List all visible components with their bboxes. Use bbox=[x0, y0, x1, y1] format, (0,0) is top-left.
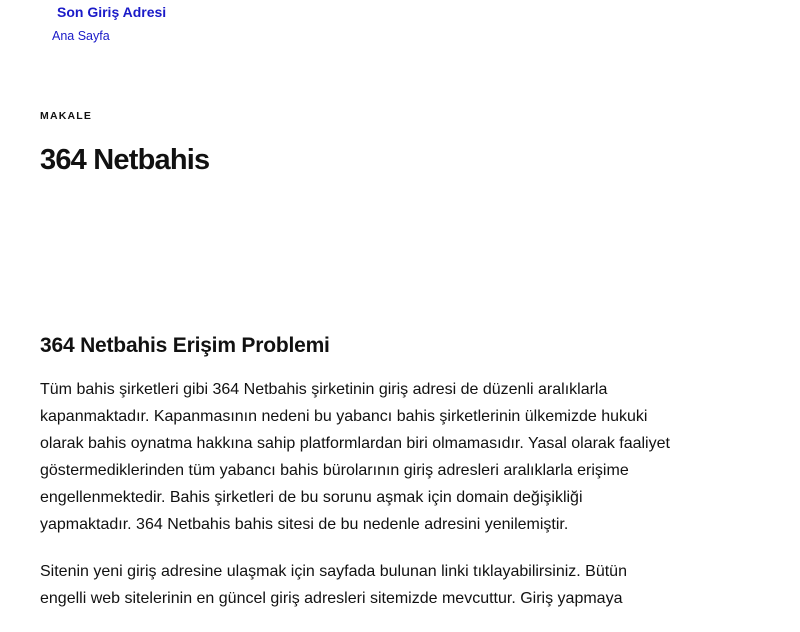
site-title-link[interactable]: Son Giriş Adresi bbox=[57, 4, 167, 20]
section-heading: 364 Netbahis Erişim Problemi bbox=[40, 334, 330, 357]
text-line: göstermediklerinden tüm yabancı bahis bürolarının giriş adresleri aralıklarla erişime bbox=[40, 462, 629, 479]
text-line: engelli web sitelerinin en güncel giriş adresleri sitemizde mevcuttur. Giriş yapmaya bbox=[40, 590, 623, 607]
text-line: Sitenin yeni giriş adresine ulaşmak için sayfada bulunan linki tıklayabilirsiniz. Bütün bbox=[40, 563, 627, 580]
text-line: olarak bahis oynatma hakkına sahip platformlardan biri olmamasıdır. Yasal olarak faaliyet bbox=[40, 435, 670, 452]
text-line: kapanmaktadır. Kapanmasının nedeni bu yabancı bahis şirketlerinin ülkemizde hukuki bbox=[40, 408, 648, 425]
text-line: engellenmektedir. Bahis şirketleri de bu sorunu aşmak için domain değişikliği bbox=[40, 489, 583, 506]
article-content bbox=[40, 376, 730, 632]
text-line: yapmaktadır. 364 Netbahis bahis sitesi de bu nedenle adresini yenilemiştir. bbox=[40, 516, 569, 533]
category-label: MAKALE bbox=[40, 110, 93, 122]
page-title: 364 Netbahis bbox=[40, 144, 210, 176]
nav-link-ana-sayfa[interactable]: Ana Sayfa bbox=[52, 29, 110, 43]
paragraph bbox=[40, 558, 730, 612]
paragraph bbox=[40, 376, 730, 538]
text-line: Tüm bahis şirketleri gibi 364 Netbahis şirketinin giriş adresi de düzenli aralıklarla bbox=[40, 381, 608, 398]
